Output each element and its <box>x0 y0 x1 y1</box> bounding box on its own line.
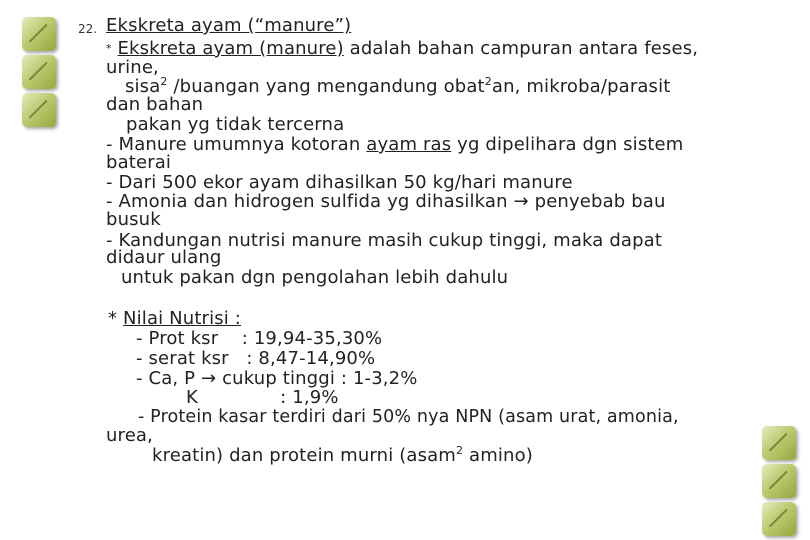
superscript: 2 <box>456 444 464 457</box>
underlined-text: ayam ras <box>366 134 452 155</box>
nutrition-row: - Protein kasar terdiri dari 50% nya NPN (asam urat, amonia, <box>138 407 679 427</box>
text-span: yg dipelihara dgn sistem <box>451 134 684 155</box>
decorative-square-4 <box>762 426 796 460</box>
text-line: urine, <box>106 57 159 78</box>
text-span: sisa <box>125 76 161 97</box>
nutrition-row: - Ca, P → cukup tinggi : 1-3,2% <box>136 368 418 389</box>
superscript: 2 <box>160 75 168 88</box>
decorative-square-2 <box>22 55 56 89</box>
nutrition-row: - Prot ksr : 19,94-35,30% <box>136 328 383 349</box>
text-span: an, mikroba/parasit <box>491 76 671 97</box>
text-line: dan bahan <box>106 94 204 115</box>
text-line <box>125 77 670 96</box>
text-span: kreatin) dan protein murni (asam <box>152 445 456 466</box>
nutrition-row: K : 1,9% <box>186 387 339 408</box>
bullet: * <box>108 308 124 329</box>
bullet: * <box>106 42 112 55</box>
text-line: - Dari 500 ekor ayam dihasilkan 50 kg/hari manure <box>106 172 573 193</box>
text-line: busuk <box>106 209 161 230</box>
slide-number: 22. <box>78 22 98 36</box>
text-line: baterai <box>106 152 172 173</box>
decorative-square-6 <box>762 502 796 536</box>
text-line <box>106 135 683 154</box>
nutrition-heading: Nilai Nutrisi : <box>123 308 241 329</box>
nutrition-row: urea, <box>106 425 153 446</box>
term: Ekskreta ayam (manure) <box>117 38 344 59</box>
text-line: pakan yg tidak tercerna <box>126 114 345 135</box>
text-span: amino) <box>463 445 533 466</box>
slide-title: Ekskreta ayam (“manure”) <box>106 15 352 36</box>
text-span: adalah bahan campuran antara feses, <box>343 38 699 59</box>
text-line: untuk pakan dgn pengolahan lebih dahulu <box>121 267 509 288</box>
text-line: - Kandungan nutrisi manure masih cukup tinggi, maka dapat <box>106 230 663 251</box>
nutrition-row: - serat ksr : 8,47-14,90% <box>136 348 376 369</box>
nutrition-row <box>152 446 533 465</box>
text-span: /buangan yang mengandung obat <box>167 76 485 97</box>
text-line <box>106 39 698 58</box>
decorative-square-3 <box>22 93 56 127</box>
superscript: 2 <box>484 75 492 88</box>
nutrition-heading-line <box>108 309 241 328</box>
decorative-square-5 <box>762 464 796 498</box>
text-span: - Manure umumnya kotoran <box>106 134 367 155</box>
text-line: - Amonia dan hidrogen sulfida yg dihasilkan → penyebab bau <box>106 191 666 212</box>
decorative-square-1 <box>22 17 56 51</box>
text-line: didaur ulang <box>106 247 222 268</box>
